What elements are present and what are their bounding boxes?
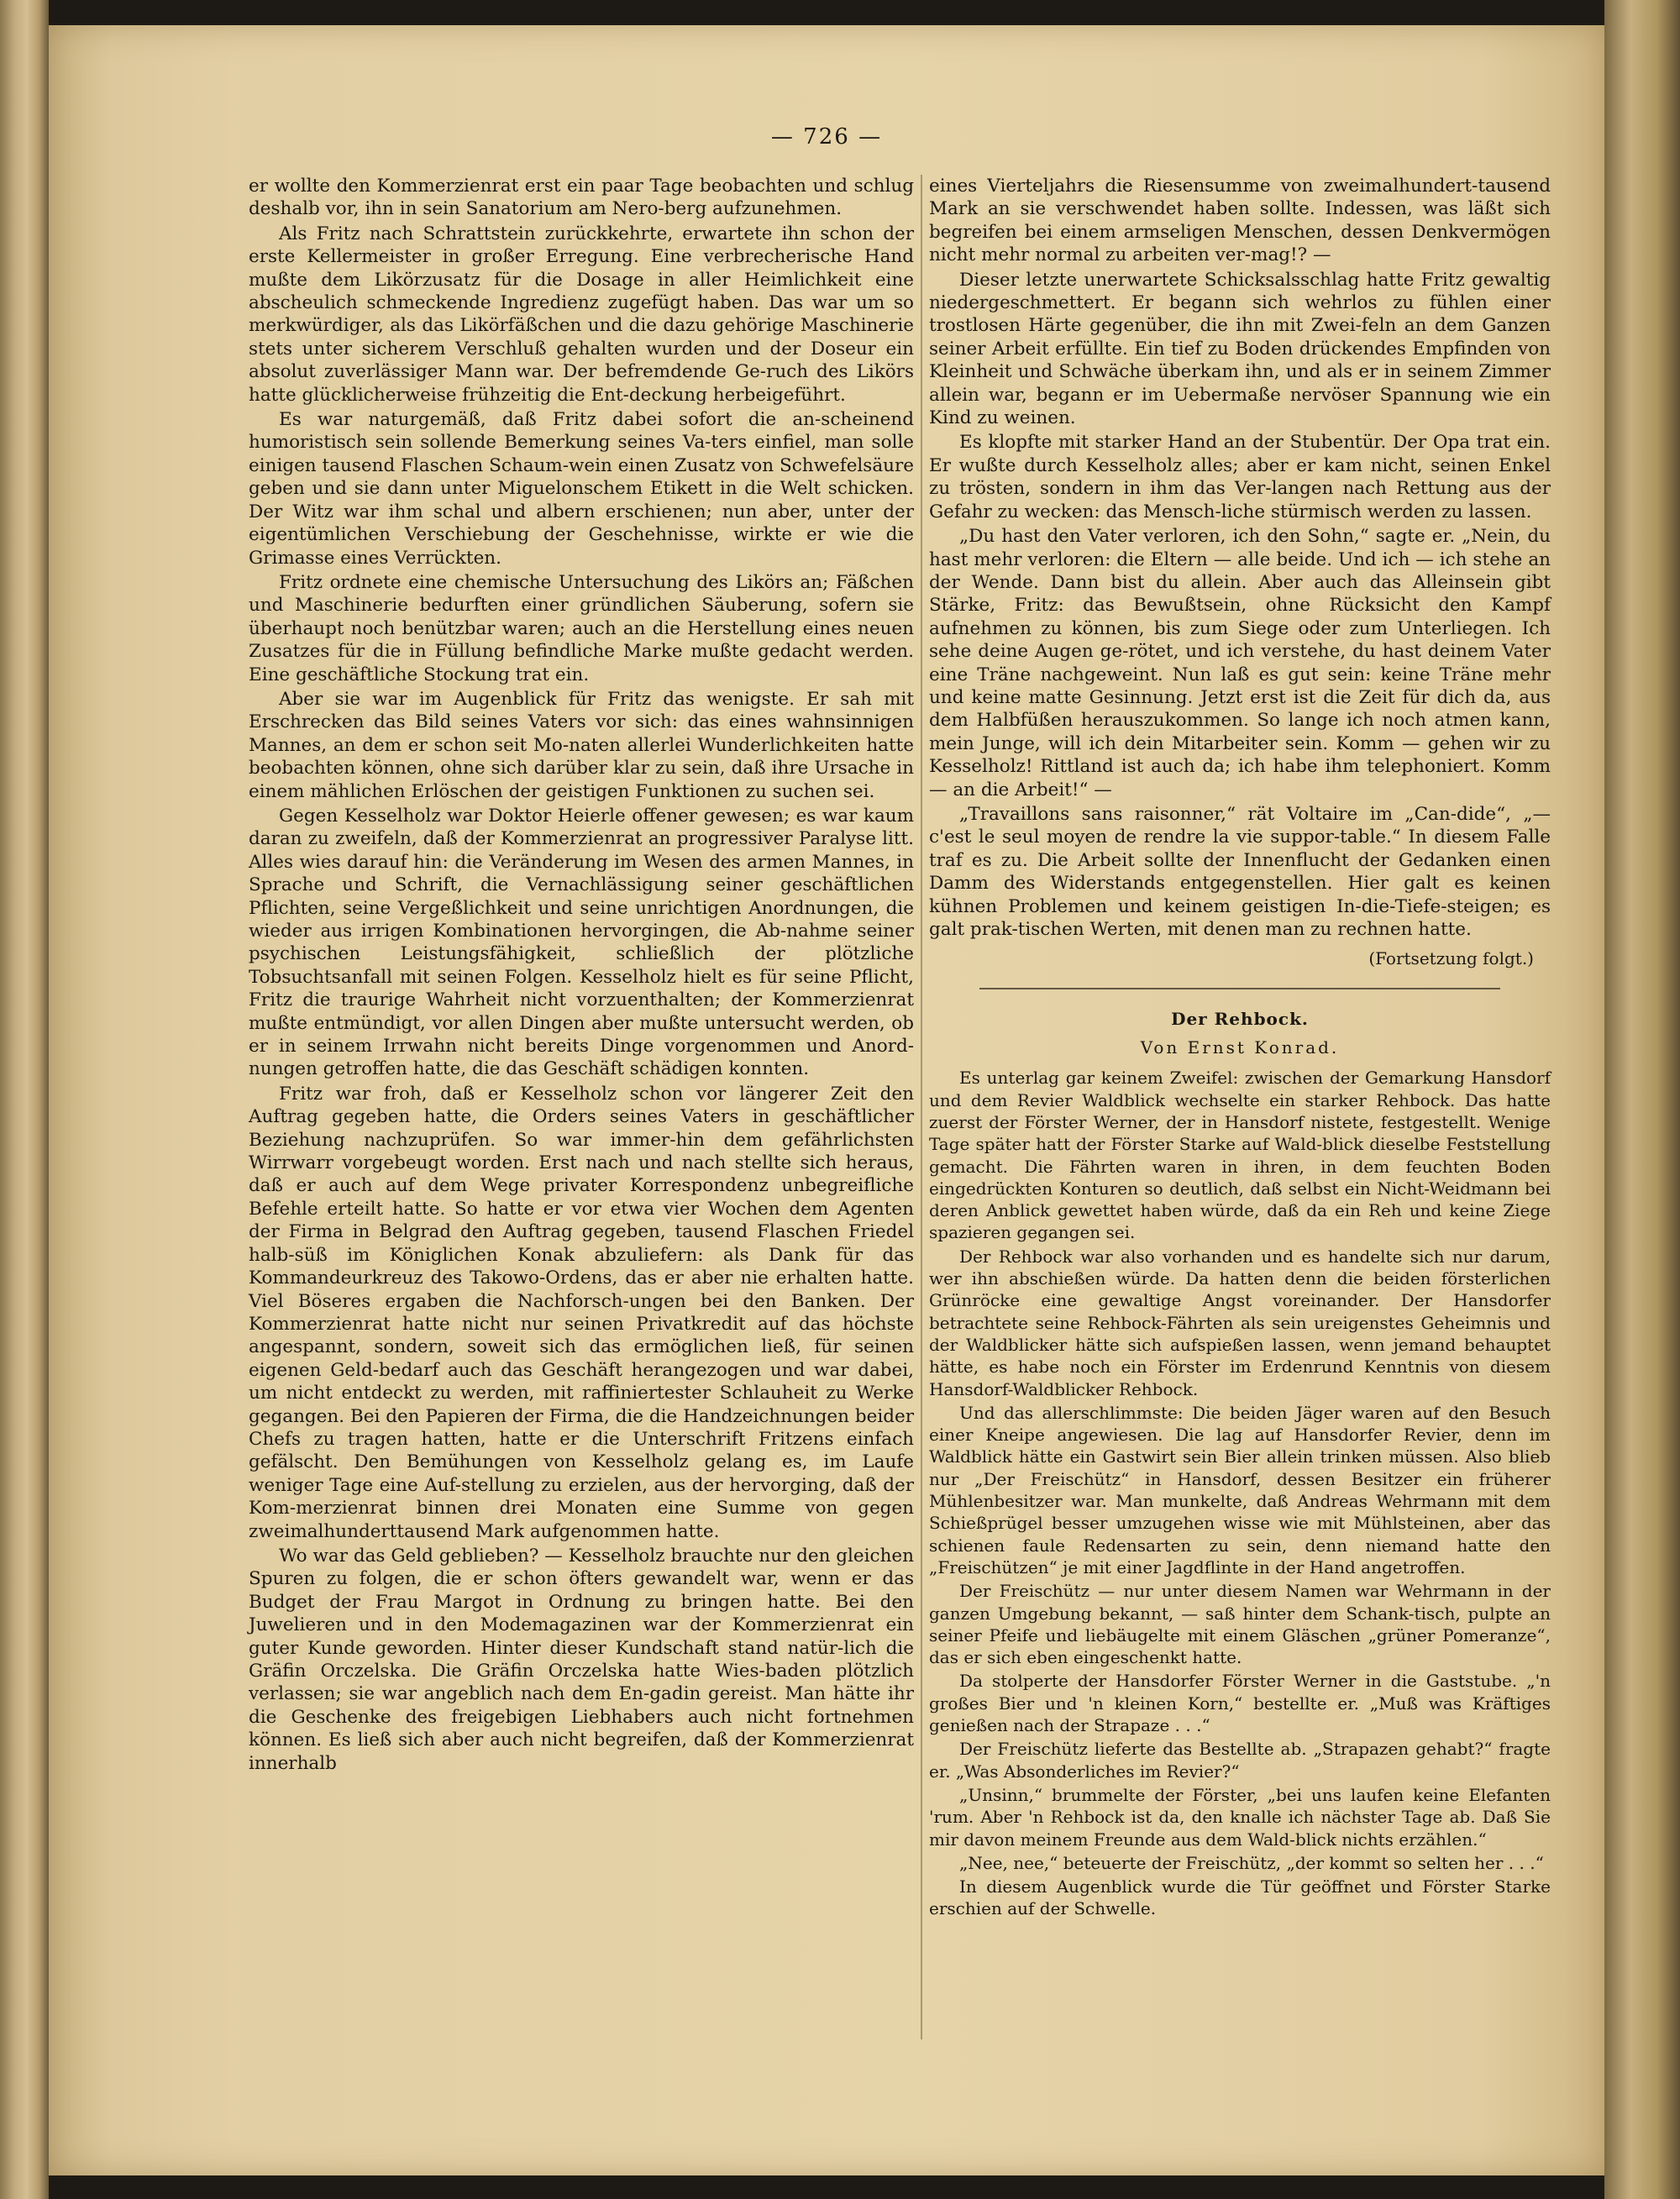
- book-edge-right: [1604, 0, 1680, 2199]
- paragraph: Dieser letzte unerwartete Schicksalsschlag hatte Fritz gewaltig niedergeschmettert. Er begann sich wehrlos zu fühlen einer trostlosen Härte gegenüber, die ihn mit Zwei-feln an dem Ganzen seiner Arbeit erfüllte. Ein tief zu Boden drückendes Empfinden von Kleinheit und Schwäche überkam ihn, und als er in seinem Zimmer allein war, begann er im Uebermaße nervöser Spannung wie ein Kind zu weinen.: [929, 269, 1551, 429]
- paragraph: Es unterlag gar keinem Zweifel: zwischen der Gemarkung Hansdorf und dem Revier Waldblick wechselte ein starker Rehbock. Das hatte zuerst der Förster Werner, der in Hansdorf nistete, festgestellt. Wenige Tage später hatt der Förster Starke auf Wald-blick dieselbe Feststellung gemacht. Die Fährten waren in ihren, in dem feuchten Boden eingedrückten Konturen so deutlich, daß selbst ein Nicht-Weidmann bei deren Anblick gewettet haben würde, daß da ein Reh und keine Ziege spazieren gegangen sei.: [929, 1068, 1551, 1243]
- paragraph: Der Rehbock war also vorhanden und es handelte sich nur darum, wer ihn abschießen würde. Da hatten denn die beiden försterlichen Grünröcke eine gewaltige Angst voreinander. Der Hansdorfer betrachtete seine Rehbock-Fährten als sein ureigenstes Geheimnis und der Waldblicker hätte sich aufspießen lassen, wenn jemand behauptet hätte, es habe noch ein Förster im Erdenrund Kenntnis von diesem Hansdorf-Waldblicker Rehbock.: [929, 1246, 1551, 1399]
- left-column: [249, 175, 914, 1777]
- paragraph: Wo war das Geld geblieben? — Kesselholz brauchte nur den gleichen Spuren zu folgen, die er schon öfters gewandelt war, wenn er das Budget der Frau Margot in Ordnung zu bringen hatte. Bei den Juwelieren und in den Modemagazinen war der Kommerzienrat ein guter Kunde geworden. Hinter dieser Kundschaft stand natür-lich die Gräfin Orczelska. Die Gräfin Orczelska hatte Wies-baden plötzlich verlassen; sie war angeblich nach dem En-gadin gereist. Man hätte ihr die Geschenke des freigebigen Liebhabers auch nicht fortnehmen können. Es ließ sich aber auch nicht begreifen, daß der Kommerzienrat innerhalb: [249, 1545, 914, 1774]
- story-title: Der Rehbock.: [1171, 1008, 1309, 1029]
- paragraph: Aber sie war im Augenblick für Fritz das wenigste. Er sah mit Erschrecken das Bild seines Vaters vor sich: das eines wahnsinnigen Mannes, an dem er schon seit Mo-naten allerlei Wunderlichkeiten hatte beobachten können, ohne sich darüber klar zu sein, daß ihre Ursache in einem mählichen Erlöschen der geistigen Funktionen zu suchen sei.: [249, 688, 914, 802]
- column-divider: [921, 175, 922, 2039]
- paragraph: Gegen Kesselholz war Doktor Heierle offener gewesen; es war kaum daran zu zweifeln, daß der Kommerzienrat an progressiver Paralyse litt. Alles wies darauf hin: die Veränderung im Wesen des armen Mannes, in Sprache und Schrift, die Vernachlässigung seiner geschäftlichen Pflichten, seine Vergeßlichkeit und seine unrichtigen Anordnungen, die wieder aus irrigen Kombinationen hervorgingen, die Ab-nahme seiner psychischen Leistungsfähigkeit, schließlich der plötzliche Tobsuchtsanfall mit seinen Folgen. Kesselholz hielt es für seine Pflicht, Fritz die traurige Wahrheit nicht vorzuenthalten; der Kommerzienrat mußte entmündigt, vor allen Dingen aber mußte untersucht werden, ob er in seinem Irrwahn nicht bereits Dinge vorgenommen und Anord-nungen getroffen hatte, die das Geschäft schädigen konnten.: [249, 805, 914, 1080]
- paragraph: „Du hast den Vater verloren, ich den Sohn,“ sagte er. „Nein, du hast mehr verloren: die Eltern — alle beide. Und ich — ich stehe an der Wende. Dann bist du allein. Aber auch das Alleinsein gibt Stärke, Fritz: das Bewußtsein, ohne Rücksicht den Kampf aufnehmen zu können, bis zum Siege oder zum Unterliegen. Ich sehe deine Augen ge-rötet, und ich verstehe, du hast deinem Vater eine Träne nachgeweint. Nun laß es gut sein: keine Träne mehr und keine matte Gesinnung. Jetzt erst ist die Zeit für dich da, aus dem Halbfüßen herauszukommen. So lange ich noch atmen kann, mein Junge, will ich dein Mitarbeiter sein. Komm — gehen wir zu Kesselholz! Rittland ist auch da; ich habe ihm telephoniert. Komm — an die Arbeit!“ —: [929, 526, 1551, 800]
- paragraph: „Unsinn,“ brummelte der Förster, „bei uns laufen keine Elefanten 'rum. Aber 'n Rehbock ist da, den knalle ich nächster Tage ab. Daß Sie mir davon meinem Freunde aus dem Wald-blick nichts erzählen.“: [929, 1784, 1551, 1850]
- paragraph: eines Vierteljahrs die Riesensumme von zweimalhundert-tausend Mark an sie verschwendet haben sollte. Indessen, was läßt sich begreifen bei einem armseligen Menschen, dessen Denkvermögen nicht mehr normal zu arbeiten ver-mag!? —: [929, 176, 1551, 266]
- paragraph: Der Freischütz lieferte das Bestellte ab. „Strapazen gehabt?“ fragte er. „Was Absonderliches im Revier?“: [929, 1739, 1551, 1782]
- paragraph: Da stolperte der Hansdorfer Förster Werner in die Gaststube. „'n großes Bier und 'n kleinen Korn,“ bestellte er. „Muß was Kräftiges genießen nach der Strapaze . . .“: [929, 1671, 1551, 1736]
- paragraph: „Nee, nee,“ beteuerte der Freischütz, „der kommt so selten her . . .“: [959, 1852, 1544, 1873]
- paragraph: „Travaillons sans raisonner,“ rät Voltaire im „Can-dide“, „— c'est le seul moyen de rendre la vie suppor-table.“ In diesem Falle traf es zu. Die Arbeit sollte der Innenflucht der Gedanken einen Damm des Widerstands entgegenstellen. Hier galt es keinen kühnen Problemen und keinem geistigen In-die-Tiefe-steigen; es galt prak-tischen Werten, mit denen man zu rechnen hatte.: [929, 803, 1551, 940]
- continued-note: (Fortsetzung folgt.): [1368, 948, 1534, 969]
- paragraph: Als Fritz nach Schrattstein zurückkehrte, erwartete ihn schon der erste Kellermeister in großer Erregung. Eine verbrecherische Hand mußte dem Likörzusatz für die Dosage in aller Heimlichkeit eine abscheulich schmeckende Ingredienz zugefügt haben. Das war um so merkwürdiger, als das Likörfäßchen und die dazu gehörige Maschinerie stets unter sicherem Verschluß gehalten wurden und der Doseur ein absolut zuverlässiger Mann war. Der befremdende Ge-ruch des Likörs hatte glücklicherweise frühzeitig die Ent-deckung herbeigeführt.: [249, 223, 914, 406]
- section-rule: [979, 988, 1500, 989]
- paragraph: Es klopfte mit starker Hand an der Stubentür. Der Opa trat ein. Er wußte durch Kesselholz alles; aber er kam nicht, seinen Enkel zu trösten, sondern in ihm das Ver-langen nach Rettung aus der Gefahr zu wecken: das Mensch-liche stürmisch werden zu lassen.: [929, 432, 1551, 522]
- right-column: [929, 175, 1551, 1922]
- paragraph: In diesem Augenblick wurde die Tür geöffnet und Förster Starke erschien auf der Schwelle.: [929, 1876, 1551, 1919]
- story-byline: Von Ernst Konrad.: [1140, 1037, 1340, 1058]
- paragraph: Fritz war froh, daß er Kesselholz schon vor längerer Zeit den Auftrag gegeben hatte, die Orders seines Vaters in geschäftlicher Beziehung nachzuprüfen. So war immer-hin dem gefährlichsten Wirrwarr vorgebeugt worden. Erst nach und nach stellte sich heraus, daß er auch auf dem Wege privater Korrespondenz unbegreifliche Befehle erteilt hatte. So hatte er vor etwa vier Wochen dem Agenten der Firma in Belgrad den Auftrag gegeben, tausend Flaschen Friedel halb-süß im Königlichen Konak abzuliefern: als Dank für das Kommandeurkreuz des Takowo-Ordens, das er aber nie erhalten hatte. Viel Böseres ergaben die Nachforsch-ungen bei den Banken. Der Kommerzienrat hatte nicht nur seinen Privatkredit auf das höchste angespannt, sondern, soweit sich das ermöglichen ließ, für seinen eigenen Geld-bedarf auch das Geschäft herangezogen und war dabei, um nicht entdeckt zu werden, mit raffiniertester Schlauheit zu Werke gegangen. Bei den Papieren der Firma, die die Handzeichnungen beider Chefs zu tragen hatten, hatte er die Unterschrift Fritzens einfach gefälscht. Den Bemühungen von Kesselholz gelang es, im Laufe weniger Tage eine Auf-stellung zu erzielen, aus der hervorging, daß der Kom-merzienrat binnen drei Monaten eine Summe von gegen zweimalhunderttausend Mark aufgenommen hatte.: [249, 1083, 914, 1542]
- story: [929, 1008, 1551, 1920]
- paragraph: Fritz ordnete eine chemische Untersuchung des Likörs an; Fäßchen und Maschinerie bedurften einer gründlichen Säuberung, sofern sie überhaupt noch benützbar waren; auch an die Herstellung eines neuen Zusatzes für die in Füllung befindliche Marke mußte gedacht werden. Eine geschäftliche Stockung trat ein.: [249, 571, 914, 685]
- paragraph: Es war naturgemäß, daß Fritz dabei sofort die an-scheinend humoristisch sein sollende Bemerkung seines Va-ters einfiel, man solle einigen tausend Flaschen Schaum-wein einen Zusatz von Schwefelsäure geben und sie dann unter Miguelonschem Etikett in die Welt schicken. Der Witz war ihm schal und albern erschienen; nun aber, unter der eigentümlichen Verschiebung der Geschehnisse, wirkte er wie die Grimasse eines Verrückten.: [249, 409, 914, 569]
- paragraph: er wollte den Kommerzienrat erst ein paar Tage beobachten und schlug deshalb vor, ihn in sein Sanatorium am Nero-berg aufzunehmen.: [249, 176, 914, 220]
- book-edge-left: [0, 0, 49, 2199]
- page: [49, 25, 1604, 2175]
- paragraph: Und das allerschlimmste: Die beiden Jäger waren auf den Besuch einer Kneipe angewiesen. Die lag auf Hansdorfer Revier, denn im Waldblick hätte ein Gastwirt sein Bier allein trinken müssen. Also blieb nur „Der Freischütz“ in Hansdorf, dessen Besitzer ein früherer Mühlenbesitzer war. Man munkelte, daß Andreas Wehrmann mit dem Schießprügel besser umzugehen wisse wie mit Mühlsteinen, aber das schienen faule Redensarten zu sein, denn niemand hatte den „Freischützen“ je mit einer Jagdflinte in der Hand angetroffen.: [929, 1402, 1551, 1577]
- paragraph: Der Freischütz — nur unter diesem Namen war Wehrmann in der ganzen Umgebung bekannt, — saß hinter dem Schank-tisch, pulpte an seiner Pfeife und liebäugelte mit einem Gläschen „grüner Pomeranze“, das er sich eben eingeschenkt hatte.: [929, 1581, 1551, 1668]
- page-number: — 726 —: [770, 124, 883, 150]
